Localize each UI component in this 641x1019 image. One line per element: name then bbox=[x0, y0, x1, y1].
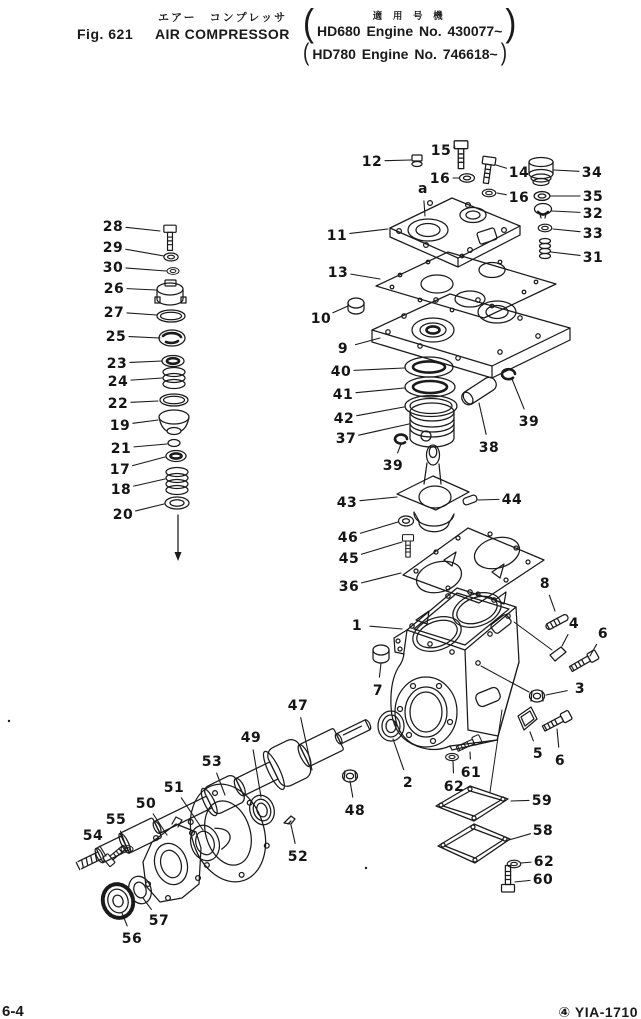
part-callout-42: 42 bbox=[333, 411, 355, 427]
part-callout-18: 18 bbox=[110, 482, 132, 498]
part-callout-16: 16 bbox=[508, 190, 530, 206]
part-callout-60: 60 bbox=[532, 872, 554, 888]
page-number: 6-4 bbox=[2, 1003, 24, 1019]
part-washer-30 bbox=[167, 268, 179, 275]
part-cylinder-head-cover-11 bbox=[390, 198, 520, 267]
scan-speck bbox=[365, 867, 367, 869]
callout-leader-4 bbox=[562, 635, 568, 646]
part-callout-21: 21 bbox=[110, 441, 132, 457]
callout-leader-12 bbox=[385, 160, 411, 161]
part-callout-59: 59 bbox=[531, 793, 553, 809]
part-head-gasket-13 bbox=[376, 252, 556, 318]
part-callout-49: 49 bbox=[240, 730, 262, 746]
part-valve-25 bbox=[159, 330, 185, 346]
figure-number: Fig. 621 bbox=[77, 26, 134, 42]
part-callout-54: 54 bbox=[82, 828, 104, 844]
callout-leader-a bbox=[424, 201, 425, 216]
part-callout-6: 6 bbox=[597, 626, 609, 642]
part-spring-24 bbox=[163, 368, 185, 389]
callout-layer bbox=[83, 143, 608, 947]
callout-leader-23 bbox=[130, 361, 162, 362]
callout-leader-14 bbox=[496, 165, 507, 168]
part-unloader-cap-26 bbox=[155, 280, 186, 305]
part-callout-39: 39 bbox=[518, 414, 540, 430]
callout-leader-5 bbox=[530, 732, 533, 741]
callout-leader-59 bbox=[511, 800, 529, 801]
part-callout-44: 44 bbox=[501, 492, 523, 508]
open-paren: ( bbox=[303, 39, 310, 67]
part-callout-37: 37 bbox=[335, 431, 357, 447]
part-callout-8: 8 bbox=[539, 576, 551, 592]
part-callout-9: 9 bbox=[337, 341, 349, 357]
part-callout-26: 26 bbox=[103, 281, 125, 297]
callout-leader-32 bbox=[552, 211, 580, 212]
part-callout-58: 58 bbox=[532, 823, 554, 839]
callout-leader-40 bbox=[354, 368, 404, 370]
part-piston-37 bbox=[410, 403, 454, 447]
callout-leader-10 bbox=[333, 306, 348, 313]
callout-leader-30 bbox=[126, 268, 166, 271]
callout-leader-34 bbox=[554, 170, 579, 171]
callout-leader-8 bbox=[549, 595, 555, 611]
part-cylinder-gasket-36 bbox=[403, 528, 544, 603]
callout-leader-44 bbox=[478, 499, 499, 500]
part-callout-32: 32 bbox=[582, 206, 604, 222]
part-washer-16a bbox=[460, 174, 475, 182]
part-callout-36: 36 bbox=[338, 579, 360, 595]
part-callout-61: 61 bbox=[460, 765, 482, 781]
callout-leader-13 bbox=[351, 274, 380, 279]
part-callout-45: 45 bbox=[338, 551, 360, 567]
part-callout-53: 53 bbox=[201, 754, 223, 770]
callout-leader-16 bbox=[497, 193, 506, 195]
part-spring-18 bbox=[166, 468, 188, 495]
callout-leader-19 bbox=[133, 420, 158, 423]
part-callout-25: 25 bbox=[105, 329, 127, 345]
callout-leader-62 bbox=[521, 862, 531, 863]
part-snap-ring-39b bbox=[502, 369, 515, 379]
scan-speck bbox=[8, 720, 10, 722]
part-callout-19: 19 bbox=[109, 418, 131, 434]
part-ring-20 bbox=[165, 497, 189, 509]
part-pin-44 bbox=[462, 494, 478, 505]
part-ring-40 bbox=[405, 357, 453, 377]
part-callout-29: 29 bbox=[102, 240, 124, 256]
part-callout-15: 15 bbox=[430, 143, 452, 159]
callout-leader-46 bbox=[360, 522, 398, 533]
part-plug-10 bbox=[348, 298, 364, 314]
part-washer-62b bbox=[507, 860, 521, 868]
applicability-hd680: HD680 Engine No. 430077~ bbox=[317, 22, 503, 39]
callout-leader-26 bbox=[127, 289, 156, 290]
part-plug-7 bbox=[373, 645, 389, 663]
callout-leader-20 bbox=[136, 504, 164, 511]
part-key-52 bbox=[284, 816, 295, 824]
part-bolt-15 bbox=[454, 141, 468, 169]
callout-leader-17 bbox=[133, 457, 165, 466]
callout-leader-11 bbox=[350, 229, 388, 233]
part-valve-32 bbox=[535, 204, 552, 219]
callout-leader-42 bbox=[357, 407, 404, 416]
part-washer-33 bbox=[538, 224, 552, 232]
part-spring-31 bbox=[540, 239, 551, 259]
part-callout-56: 56 bbox=[121, 931, 143, 947]
part-cover-58 bbox=[438, 824, 510, 863]
part-callout-31: 31 bbox=[582, 250, 604, 266]
mounting-reference-lines bbox=[481, 622, 552, 792]
part-ring-41 bbox=[405, 377, 455, 397]
callout-leader-6 bbox=[557, 729, 559, 747]
callout-leader-45 bbox=[361, 542, 402, 554]
part-callout-57: 57 bbox=[148, 913, 170, 929]
part-cover-plate-5 bbox=[518, 707, 537, 730]
callout-leader-60 bbox=[515, 880, 530, 882]
part-callout-27: 27 bbox=[103, 305, 125, 321]
part-piston-pin-38 bbox=[459, 375, 498, 407]
part-callout-20: 20 bbox=[112, 507, 134, 523]
part-callout-30: 30 bbox=[102, 260, 124, 276]
part-callout-11: 11 bbox=[326, 228, 348, 244]
close-paren: ) bbox=[505, 1, 517, 44]
part-bolt-60 bbox=[502, 866, 515, 893]
part-washer-35 bbox=[534, 192, 550, 201]
callout-leader-2 bbox=[393, 739, 404, 770]
callout-leader-21 bbox=[134, 444, 167, 447]
callout-leader-24 bbox=[131, 378, 162, 380]
part-callout-2: 2 bbox=[402, 775, 414, 791]
part-callout-40: 40 bbox=[330, 364, 352, 380]
part-stud-8 bbox=[545, 614, 569, 631]
part-oring-22 bbox=[160, 394, 188, 406]
part-callout-35: 35 bbox=[582, 189, 604, 205]
part-callout-3: 3 bbox=[574, 681, 586, 697]
part-callout-34: 34 bbox=[581, 165, 603, 181]
part-cap-34 bbox=[529, 158, 553, 186]
part-washer-29 bbox=[164, 253, 178, 261]
part-bolt-28 bbox=[164, 225, 176, 250]
part-callout-47: 47 bbox=[287, 698, 309, 714]
part-callout-6: 6 bbox=[554, 753, 566, 769]
part-callout-43: 43 bbox=[336, 495, 358, 511]
part-bolt-14 bbox=[479, 156, 496, 184]
part-plug-12 bbox=[412, 155, 422, 167]
callout-leader-3 bbox=[546, 691, 567, 695]
part-callout-12: 12 bbox=[361, 154, 383, 170]
part-callout-24: 24 bbox=[107, 374, 129, 390]
part-callout-41: 41 bbox=[332, 387, 354, 403]
part-callout-5: 5 bbox=[532, 746, 544, 762]
part-callout-17: 17 bbox=[109, 462, 131, 478]
callout-leader-52 bbox=[291, 825, 295, 843]
close-paren: ) bbox=[500, 39, 508, 67]
part-washer-62a bbox=[446, 753, 459, 760]
part-seat-17 bbox=[166, 451, 186, 462]
part-callout-62: 62 bbox=[443, 779, 465, 795]
part-callout-33: 33 bbox=[582, 226, 604, 242]
part-bearing-2 bbox=[378, 711, 404, 741]
callout-leader-38 bbox=[479, 403, 486, 434]
part-callout-28: 28 bbox=[102, 219, 124, 235]
part-nut-46 bbox=[399, 516, 414, 526]
part-callout-48: 48 bbox=[344, 803, 366, 819]
callout-leader-28 bbox=[126, 227, 160, 231]
callout-leader-27 bbox=[127, 313, 157, 315]
part-plug-3 bbox=[530, 690, 545, 702]
part-callout-38: 38 bbox=[478, 440, 500, 456]
part-callout-23: 23 bbox=[106, 356, 128, 372]
part-plate-4 bbox=[550, 647, 566, 661]
callout-leader-18 bbox=[134, 479, 165, 486]
callout-leader-48 bbox=[350, 781, 353, 797]
part-callout-13: 13 bbox=[327, 265, 349, 281]
part-callout-1: 1 bbox=[351, 618, 363, 634]
callout-leader-39 bbox=[512, 379, 524, 409]
part-snap-ring-39a bbox=[395, 435, 407, 444]
assembly-direction-arrow bbox=[175, 515, 182, 561]
part-callout-39: 39 bbox=[382, 458, 404, 474]
part-callout-22: 22 bbox=[107, 396, 129, 412]
part-callout-a: a bbox=[418, 181, 428, 197]
part-callout-46: 46 bbox=[337, 530, 359, 546]
part-nut-48 bbox=[343, 770, 358, 782]
open-paren: ( bbox=[303, 1, 314, 44]
applicability-label-japanese: 適 用 号 機 bbox=[372, 10, 447, 22]
part-callout-52: 52 bbox=[287, 849, 309, 865]
callout-leader-39 bbox=[398, 444, 401, 453]
callout-leader-43 bbox=[360, 497, 397, 501]
callout-leader-6 bbox=[590, 644, 597, 656]
part-gear-56 bbox=[98, 880, 137, 922]
callout-leader-22 bbox=[131, 401, 158, 402]
callout-leader-36 bbox=[362, 573, 401, 583]
figure-title: AIR COMPRESSOR bbox=[155, 26, 290, 42]
callout-leader-29 bbox=[126, 249, 164, 256]
callout-leader-1 bbox=[370, 626, 402, 629]
figure-title-japanese: エアー コンプレッサ bbox=[158, 12, 288, 24]
part-ring-21 bbox=[168, 440, 180, 447]
part-bolt-6a bbox=[568, 650, 599, 674]
part-callout-50: 50 bbox=[135, 796, 157, 812]
part-callout-55: 55 bbox=[105, 812, 127, 828]
part-callout-10: 10 bbox=[310, 311, 332, 327]
part-callout-7: 7 bbox=[372, 683, 384, 699]
callout-leader-58 bbox=[509, 834, 531, 840]
part-washer-16b bbox=[482, 189, 496, 197]
callout-leader-33 bbox=[553, 229, 580, 232]
part-callout-14: 14 bbox=[508, 165, 530, 181]
part-valve-seat-19 bbox=[159, 410, 189, 435]
part-bolt-45 bbox=[402, 535, 413, 558]
part-callout-4: 4 bbox=[568, 616, 580, 632]
part-bolt-54 bbox=[102, 843, 128, 867]
document-code: ④ YIA-1710 bbox=[558, 1004, 638, 1019]
callout-leader-7 bbox=[379, 663, 381, 677]
part-callout-62: 62 bbox=[533, 854, 555, 870]
applicability-hd780: HD780 Engine No. 746618~ bbox=[312, 46, 498, 62]
part-oring-27 bbox=[157, 310, 185, 322]
callout-leader-31 bbox=[551, 252, 580, 255]
part-callout-16: 16 bbox=[429, 171, 451, 187]
callout-leader-25 bbox=[129, 337, 160, 338]
callout-leader-41 bbox=[356, 388, 404, 393]
part-seat-23 bbox=[162, 356, 184, 367]
part-callout-51: 51 bbox=[163, 780, 185, 796]
